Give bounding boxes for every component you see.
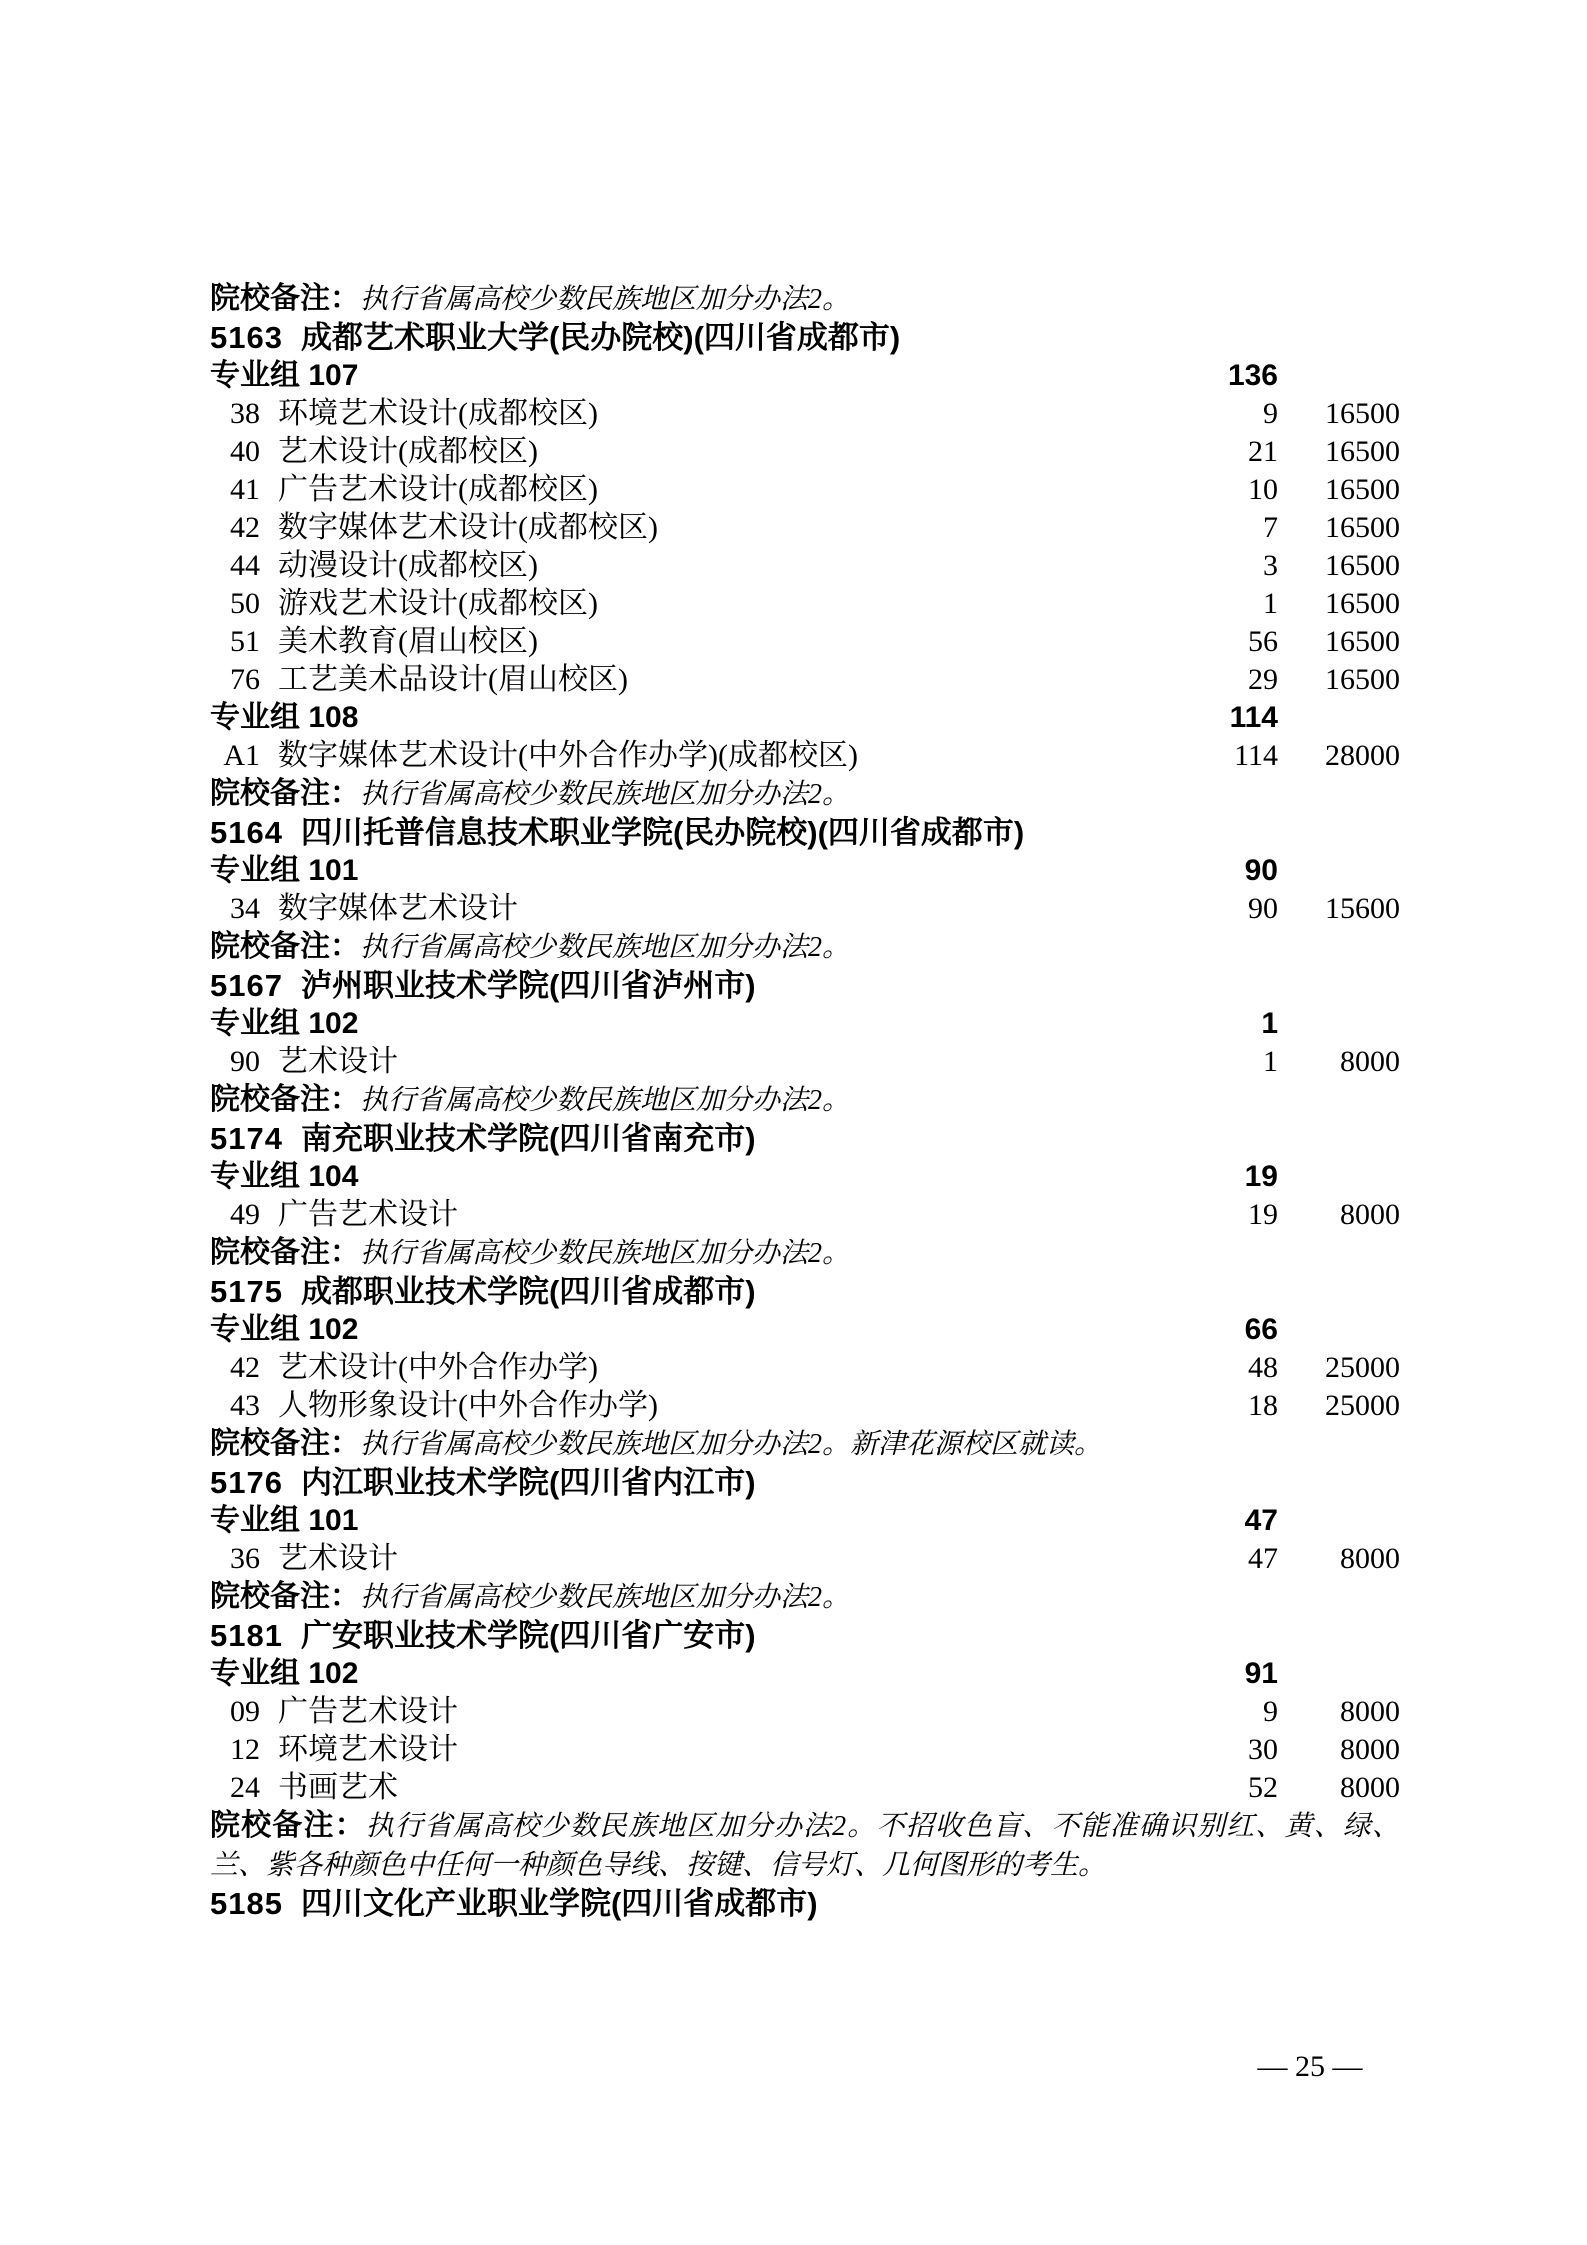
major-fee: 8000 — [1340, 1198, 1400, 1231]
group-total: 66 — [1244, 1313, 1278, 1346]
institution-code: 5176 — [210, 1465, 283, 1500]
major-code: 76 — [230, 663, 260, 696]
major-fee: 16500 — [1325, 625, 1400, 658]
major-code: 42 — [230, 511, 260, 544]
group-total: 47 — [1244, 1504, 1278, 1537]
major-name: 艺术设计 — [278, 1542, 398, 1575]
major-code: 49 — [230, 1198, 260, 1231]
institution-code: 5163 — [210, 320, 283, 355]
major-name: 环境艺术设计(成都校区) — [278, 397, 598, 430]
major-name: 艺术设计 — [278, 1045, 398, 1078]
major-row — [210, 1387, 1400, 1425]
institution-block-5175 — [210, 1273, 1400, 1464]
institution-name: 广安职业技术学院(四川省广安市) — [300, 1618, 756, 1653]
institution-code: 5185 — [210, 1886, 283, 1921]
major-fee: 8000 — [1340, 1733, 1400, 1766]
major-fee: 16500 — [1325, 435, 1400, 468]
group-label: 专业组 104 — [210, 1160, 359, 1193]
group-total: 1 — [1261, 1007, 1278, 1040]
group-header — [210, 357, 1400, 395]
major-code: 90 — [230, 1045, 260, 1078]
institution-remark — [210, 775, 1400, 814]
institution-remark — [210, 1234, 1400, 1273]
major-plan: 30 — [1248, 1733, 1278, 1766]
major-plan: 48 — [1248, 1351, 1278, 1384]
group-label: 专业组 101 — [210, 1504, 359, 1537]
remark-label: 院校备注： — [210, 930, 360, 963]
major-row — [210, 1349, 1400, 1387]
major-row — [210, 623, 1400, 661]
institution-header — [210, 1120, 1400, 1158]
major-plan: 7 — [1263, 511, 1278, 544]
institution-header — [210, 967, 1400, 1005]
major-code: 42 — [230, 1351, 260, 1384]
major-code: 12 — [230, 1733, 260, 1766]
major-row — [210, 737, 1400, 775]
major-row — [210, 661, 1400, 699]
institution-header — [210, 1464, 1400, 1502]
group-total: 19 — [1244, 1160, 1278, 1193]
major-row — [210, 433, 1400, 471]
institution-name: 成都职业技术学院(四川省成都市) — [300, 1274, 756, 1309]
institution-header — [210, 1617, 1400, 1655]
major-name: 美术教育(眉山校区) — [278, 625, 538, 658]
remark-text: 执行省属高校少数民族地区加分办法2。 — [360, 779, 851, 810]
major-row — [210, 890, 1400, 928]
major-code: 44 — [230, 549, 260, 582]
major-plan: 21 — [1248, 435, 1278, 468]
remark-text: 执行省属高校少数民族地区加分办法2。 — [360, 284, 851, 315]
major-fee: 16500 — [1325, 397, 1400, 430]
major-name: 广告艺术设计(成都校区) — [278, 473, 598, 506]
group-label: 专业组 107 — [210, 359, 359, 392]
major-plan: 29 — [1248, 663, 1278, 696]
group-label: 专业组 102 — [210, 1657, 359, 1690]
group-header — [210, 1311, 1400, 1349]
remark-label: 院校备注： — [210, 1580, 360, 1613]
remark-text: 执行省属高校少数民族地区加分办法2。 — [360, 932, 851, 963]
remark-text: 执行省属高校少数民族地区加分办法2。 — [360, 1582, 851, 1613]
institution-block-5185 — [210, 1885, 1400, 1923]
major-fee: 16500 — [1325, 587, 1400, 620]
major-code: 38 — [230, 397, 260, 430]
major-code: 34 — [230, 892, 260, 925]
institution-name: 泸州职业技术学院(四川省泸州市) — [300, 968, 756, 1003]
remark-label: 院校备注： — [210, 1236, 360, 1269]
major-plan: 90 — [1248, 892, 1278, 925]
major-row — [210, 585, 1400, 623]
remark-label: 院校备注： — [210, 1809, 366, 1842]
major-plan: 10 — [1248, 473, 1278, 506]
institution-header — [210, 319, 1400, 357]
major-plan: 19 — [1248, 1198, 1278, 1231]
remark-text: 执行省属高校少数民族地区加分办法2。 — [360, 1085, 851, 1116]
major-name: 工艺美术品设计(眉山校区) — [278, 663, 628, 696]
major-plan: 47 — [1248, 1542, 1278, 1575]
institution-code: 5167 — [210, 968, 283, 1003]
major-plan: 1 — [1263, 1045, 1278, 1078]
group-total: 136 — [1227, 359, 1278, 392]
page-number: — 25 — — [1257, 2050, 1363, 2083]
major-code: 24 — [230, 1771, 260, 1804]
institution-remark — [210, 1081, 1400, 1120]
institution-block-5163 — [210, 319, 1400, 814]
institution-header — [210, 1885, 1400, 1923]
major-fee: 16500 — [1325, 663, 1400, 696]
major-code: A1 — [223, 739, 260, 772]
major-fee: 8000 — [1340, 1542, 1400, 1575]
major-fee: 8000 — [1340, 1771, 1400, 1804]
major-row — [210, 395, 1400, 433]
major-fee: 16500 — [1325, 511, 1400, 544]
carryover-remark — [210, 280, 1400, 319]
major-name: 艺术设计(中外合作办学) — [278, 1351, 598, 1384]
group-header — [210, 852, 1400, 890]
remark-text: 执行省属高校少数民族地区加分办法2。新津花源校区就读。 — [360, 1429, 1103, 1460]
major-name: 数字媒体艺术设计(中外合作办学)(成都校区) — [278, 739, 858, 772]
major-code: 40 — [230, 435, 260, 468]
major-code: 41 — [230, 473, 260, 506]
institution-name: 四川文化产业职业学院(四川省成都市) — [300, 1886, 818, 1921]
major-row — [210, 1731, 1400, 1769]
institution-remark — [210, 1578, 1400, 1617]
major-plan: 9 — [1263, 397, 1278, 430]
major-plan: 18 — [1248, 1389, 1278, 1422]
major-name: 人物形象设计(中外合作办学) — [278, 1389, 658, 1422]
major-plan: 1 — [1263, 587, 1278, 620]
remark-text: 执行省属高校少数民族地区加分办法2。不招收色盲、不能准确识别红、黄、绿、兰、紫各种颜色中任何一种颜色导线、按键、信号灯、几何图形的考生。 — [210, 1811, 1400, 1881]
major-row — [210, 1043, 1400, 1081]
major-code: 36 — [230, 1542, 260, 1575]
institution-block-5181 — [210, 1617, 1400, 1885]
major-name: 动漫设计(成都校区) — [278, 549, 538, 582]
institution-code: 5175 — [210, 1274, 283, 1309]
major-fee: 8000 — [1340, 1045, 1400, 1078]
major-name: 环境艺术设计 — [278, 1733, 458, 1766]
major-fee: 25000 — [1325, 1351, 1400, 1384]
institution-block-5174 — [210, 1120, 1400, 1273]
remark-label: 院校备注： — [210, 777, 360, 810]
major-code: 50 — [230, 587, 260, 620]
institution-code: 5174 — [210, 1121, 283, 1156]
major-plan: 9 — [1263, 1695, 1278, 1728]
institution-name: 成都艺术职业大学(民办院校)(四川省成都市) — [300, 320, 901, 355]
major-fee: 25000 — [1325, 1389, 1400, 1422]
major-plan: 52 — [1248, 1771, 1278, 1804]
major-plan: 56 — [1248, 625, 1278, 658]
institution-code: 5164 — [210, 815, 283, 850]
document-content — [210, 280, 1400, 1923]
major-row — [210, 1769, 1400, 1807]
institution-code: 5181 — [210, 1618, 283, 1653]
institution-header — [210, 1273, 1400, 1311]
institution-name: 四川托普信息技术职业学院(民办院校)(四川省成都市) — [300, 815, 1025, 850]
major-plan: 3 — [1263, 549, 1278, 582]
major-name: 数字媒体艺术设计 — [278, 892, 518, 925]
group-header — [210, 1502, 1400, 1540]
institution-block-5164 — [210, 814, 1400, 967]
institution-remark — [210, 928, 1400, 967]
group-total: 91 — [1244, 1657, 1278, 1690]
major-fee: 15600 — [1325, 892, 1400, 925]
major-code: 43 — [230, 1389, 260, 1422]
group-total: 114 — [1229, 701, 1278, 734]
group-total: 90 — [1244, 854, 1278, 887]
major-name: 广告艺术设计 — [278, 1198, 458, 1231]
group-header — [210, 699, 1400, 737]
group-label: 专业组 101 — [210, 854, 359, 887]
group-label: 专业组 108 — [210, 701, 359, 734]
major-name: 游戏艺术设计(成都校区) — [278, 587, 598, 620]
group-label: 专业组 102 — [210, 1313, 359, 1346]
remark-text: 执行省属高校少数民族地区加分办法2。 — [360, 1238, 851, 1269]
major-name: 数字媒体艺术设计(成都校区) — [278, 511, 658, 544]
institution-remark — [210, 1807, 1400, 1885]
major-fee: 8000 — [1340, 1695, 1400, 1728]
major-name: 广告艺术设计 — [278, 1695, 458, 1728]
group-header — [210, 1158, 1400, 1196]
major-row — [210, 1196, 1400, 1234]
major-row — [210, 509, 1400, 547]
major-code: 51 — [230, 625, 260, 658]
major-name: 书画艺术 — [278, 1771, 398, 1804]
group-header — [210, 1005, 1400, 1043]
institution-remark — [210, 1425, 1400, 1464]
major-plan: 114 — [1234, 739, 1278, 772]
remark-label: 院校备注： — [210, 1427, 360, 1460]
major-fee: 28000 — [1325, 739, 1400, 772]
major-name: 艺术设计(成都校区) — [278, 435, 538, 468]
group-header — [210, 1655, 1400, 1693]
institution-name: 南充职业技术学院(四川省南充市) — [300, 1121, 756, 1156]
major-code: 09 — [230, 1695, 260, 1728]
remark-label: 院校备注： — [210, 1083, 360, 1116]
institution-header — [210, 814, 1400, 852]
major-row — [210, 547, 1400, 585]
remark-label: 院校备注： — [210, 282, 360, 315]
major-row — [210, 1540, 1400, 1578]
major-fee: 16500 — [1325, 473, 1400, 506]
institution-block-5167 — [210, 967, 1400, 1120]
major-fee: 16500 — [1325, 549, 1400, 582]
major-row — [210, 1693, 1400, 1731]
institution-name: 内江职业技术学院(四川省内江市) — [300, 1465, 756, 1500]
institution-block-5176 — [210, 1464, 1400, 1617]
major-row — [210, 471, 1400, 509]
group-label: 专业组 102 — [210, 1007, 359, 1040]
